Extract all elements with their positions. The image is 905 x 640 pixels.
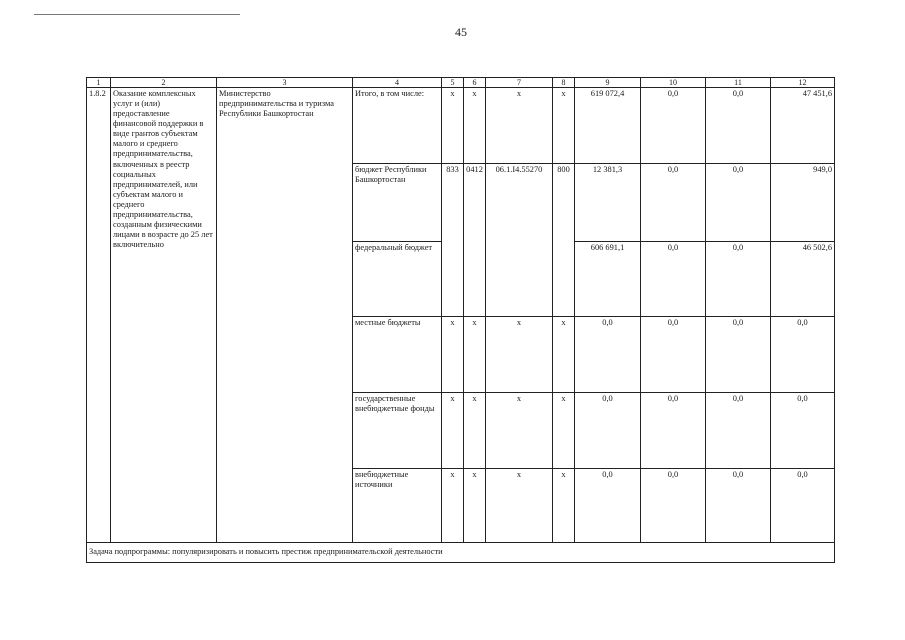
header-cell: 1	[87, 78, 111, 88]
cell-col6: x	[464, 469, 486, 543]
funding-source: местные бюджеты	[353, 317, 442, 393]
cell-col5: x	[442, 317, 464, 393]
header-cell: 12	[771, 78, 835, 88]
cell-col8: 800	[553, 164, 575, 317]
cell-col7: x	[486, 317, 553, 393]
cell-col6: x	[464, 393, 486, 469]
header-cell: 10	[641, 78, 706, 88]
cell-col8: x	[553, 393, 575, 469]
cell-col12: 0,0	[771, 469, 835, 543]
cell-col7: x	[486, 393, 553, 469]
cell-col9: 606 691,1	[575, 242, 641, 317]
subprogram-task: Задача подпрограммы: популяризировать и повысить престиж предпринимательской деятельности	[87, 543, 835, 563]
header-row	[87, 78, 835, 88]
cell-col11: 0,0	[706, 164, 771, 242]
cell-col5: 833	[442, 164, 464, 317]
funding-source: бюджет Республики Башкортостан	[353, 164, 442, 242]
header-cell: 3	[217, 78, 353, 88]
cell-col10: 0,0	[641, 317, 706, 393]
cell-col12: 46 502,6	[771, 242, 835, 317]
executor-name: Министерство предпринимательства и туризма Республики Башкортостан	[217, 88, 353, 543]
page-number: 45	[455, 25, 467, 39]
cell-col11: 0,0	[706, 469, 771, 543]
cell-col5: x	[442, 88, 464, 164]
cell-col9: 0,0	[575, 317, 641, 393]
cell-col7: x	[486, 469, 553, 543]
row-number: 1.8.2	[87, 88, 111, 543]
table-row	[87, 88, 835, 164]
cell-col10: 0,0	[641, 242, 706, 317]
header-cell: 6	[464, 78, 486, 88]
measure-name: Оказание комплексных услуг и (или) предоставление финансовой поддержки в виде грантов субъектам малого и среднего предпринимательства, включенных в реестр социальных предпринимателей, или субъектам малого и среднего предпринимательства, созданным физическими лицами в возрасте до 25 лет включительно	[111, 88, 217, 543]
header-cell: 7	[486, 78, 553, 88]
cell-col10: 0,0	[641, 88, 706, 164]
top-rule	[34, 14, 240, 15]
cell-col10: 0,0	[641, 164, 706, 242]
cell-col11: 0,0	[706, 88, 771, 164]
header-cell: 9	[575, 78, 641, 88]
funding-source: государственные внебюджетные фонды	[353, 393, 442, 469]
cell-col9: 0,0	[575, 393, 641, 469]
cell-col11: 0,0	[706, 317, 771, 393]
cell-col10: 0,0	[641, 393, 706, 469]
funding-source: внебюджетные источники	[353, 469, 442, 543]
funding-source: Итого, в том числе:	[353, 88, 442, 164]
task-row	[87, 543, 835, 563]
cell-col5: x	[442, 393, 464, 469]
cell-col12: 47 451,6	[771, 88, 835, 164]
header-cell: 2	[111, 78, 217, 88]
cell-col8: x	[553, 88, 575, 164]
cell-col8: x	[553, 317, 575, 393]
cell-col7: x	[486, 88, 553, 164]
header-cell: 11	[706, 78, 771, 88]
header-cell: 4	[353, 78, 442, 88]
header-cell: 8	[553, 78, 575, 88]
funding-source: федеральный бюджет	[353, 242, 442, 317]
cell-col12: 949,0	[771, 164, 835, 242]
cell-col6: 0412	[464, 164, 486, 317]
cell-col11: 0,0	[706, 242, 771, 317]
header-cell: 5	[442, 78, 464, 88]
cell-col6: x	[464, 317, 486, 393]
cell-col5: x	[442, 469, 464, 543]
cell-col9: 619 072,4	[575, 88, 641, 164]
cell-col7: 06.1.I4.55270	[486, 164, 553, 317]
cell-col8: x	[553, 469, 575, 543]
cell-col12: 0,0	[771, 393, 835, 469]
cell-col10: 0,0	[641, 469, 706, 543]
program-table	[86, 77, 835, 563]
cell-col6: x	[464, 88, 486, 164]
cell-col9: 0,0	[575, 469, 641, 543]
cell-col11: 0,0	[706, 393, 771, 469]
cell-col12: 0,0	[771, 317, 835, 393]
cell-col9: 12 381,3	[575, 164, 641, 242]
